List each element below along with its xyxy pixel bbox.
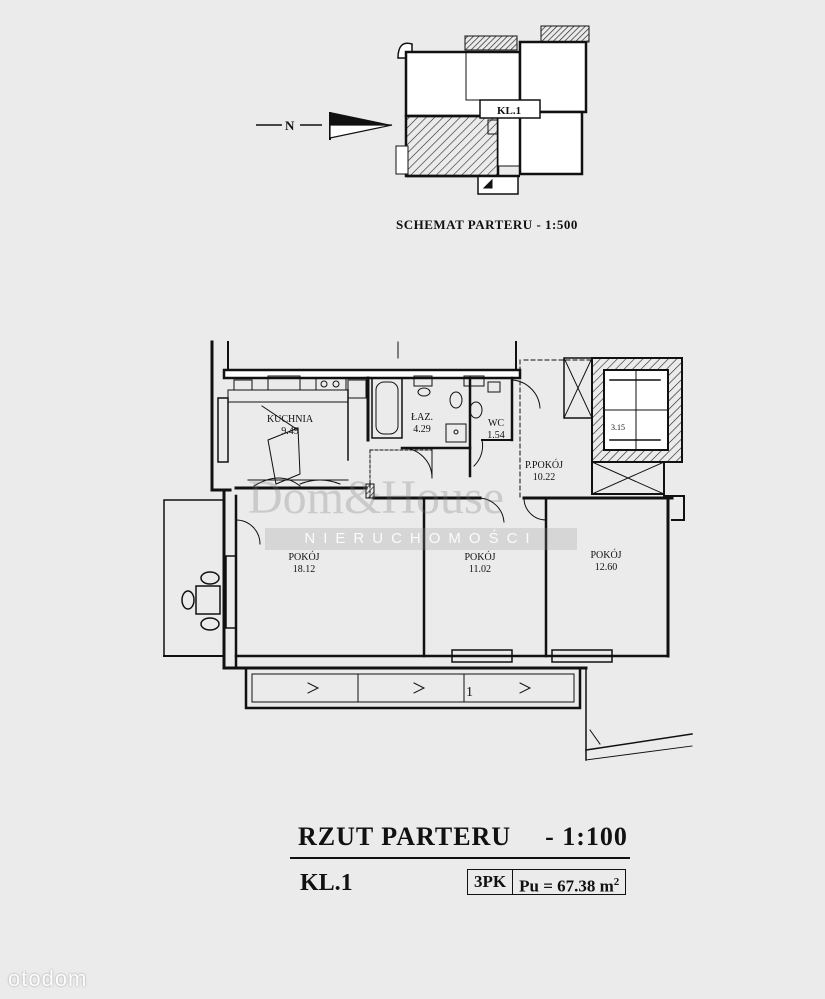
room2-area: 11.02	[468, 564, 492, 575]
room-kitchen-name: KUCHNIA	[266, 414, 314, 425]
room-storage-area: 3.15	[611, 423, 625, 432]
room1-area: 18.12	[292, 564, 316, 575]
title-divider	[290, 857, 630, 859]
apartment-type: 3PK	[468, 870, 513, 894]
north-arrow-icon	[256, 112, 392, 140]
room-kitchen-area: 9.49	[281, 426, 299, 437]
room-wc-area: 1.54	[487, 430, 505, 441]
room3-area: 12.60	[594, 562, 618, 573]
schema-unit-tag: KL.1	[497, 105, 522, 117]
north-label: N	[285, 118, 295, 133]
room-hall-area: 10.22	[532, 472, 556, 483]
room-wc-name: WC	[487, 418, 505, 429]
room-bathroom-name: ŁAZ.	[411, 412, 433, 423]
watermark-subtitle: NIERUCHOMOŚCI	[265, 528, 577, 550]
unit-code: KL.1	[300, 870, 353, 896]
room-bathroom-area: 4.29	[413, 424, 431, 435]
room3-name: POKÓJ	[590, 550, 622, 561]
site-logo: otodom	[8, 966, 88, 991]
schema-caption: SCHEMAT PARTERU - 1:500	[396, 217, 578, 232]
usable-area-value: Pu = 67.38 m	[519, 876, 614, 896]
usable-area-power: 2	[613, 876, 620, 888]
plan-title-scale: - 1:100	[545, 822, 628, 851]
watermark-logo: Dom&House	[248, 471, 504, 524]
spec-box	[467, 869, 626, 895]
room-hall-name: P.POKÓJ	[524, 460, 564, 471]
plan-title-name: RZUT PARTERU	[298, 822, 512, 851]
room2-name: POKÓJ	[464, 552, 496, 563]
room1-name: POKÓJ	[288, 552, 320, 563]
balcony-mark: 1	[466, 685, 473, 700]
usable-area	[513, 870, 625, 894]
schema-diagram	[396, 26, 589, 194]
plan-title	[298, 822, 628, 852]
